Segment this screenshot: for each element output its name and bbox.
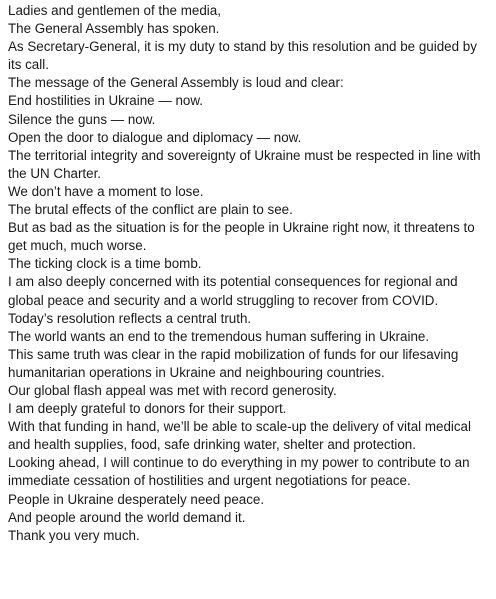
paragraph: I am deeply grateful to donors for their support. [8, 401, 287, 417]
paragraph: The brutal effects of the conflict are plain to see. [8, 202, 293, 218]
paragraph: The message of the General Assembly is loud and clear: [8, 75, 344, 91]
paragraph: The ticking clock is a time bomb. [8, 256, 202, 272]
paragraph: Today’s resolution reflects a central truth. [8, 310, 252, 326]
paragraph: Ladies and gentlemen of the media, [8, 3, 221, 18]
paragraph: With that funding in hand, we’ll be able to scale-up the delivery of vital medical and health supplies, food, safe drinking water, shelter and protection. [8, 419, 471, 453]
paragraph: The General Assembly has spoken. [8, 21, 220, 37]
paragraph: Looking ahead, I will continue to do everything in my power to contribute to an immediate cessation of hostilities and urgent negotiations for peace. [8, 455, 470, 489]
paragraph: End hostilities in Ukraine — now. [8, 93, 204, 109]
paragraph: People in Ukraine desperately need peace. [8, 491, 265, 507]
paragraph: We don’t have a moment to lose. [8, 183, 204, 199]
paragraph: But as bad as the situation is for the people in Ukraine right now, it threatens to get much, much worse. [8, 220, 475, 254]
paragraph: And people around the world demand it. [8, 509, 246, 525]
paragraph: Open the door to dialogue and diplomacy — now. [8, 129, 302, 145]
paragraph: This same truth was clear in the rapid mobilization of funds for our lifesaving humanitarian operations in Ukraine and neighbouring countries. [8, 346, 459, 380]
paragraph: Silence the guns — now. [8, 111, 156, 127]
paragraph: Thank you very much. [8, 527, 140, 543]
paragraph: Our global flash appeal was met with record generosity. [8, 382, 337, 398]
paragraph: As Secretary-General, it is my duty to stand by this resolution and be guided by its call. [8, 39, 477, 73]
paragraph: The territorial integrity and sovereignty of Ukraine must be respected in line with the UN Charter. [8, 147, 481, 181]
paragraph: I am also deeply concerned with its potential consequences for regional and global peace and security and a world struggling to recover from COVID. [8, 274, 458, 308]
paragraph: The world wants an end to the tremendous human suffering in Ukraine. [8, 328, 430, 344]
statement-document [8, 2, 492, 545]
